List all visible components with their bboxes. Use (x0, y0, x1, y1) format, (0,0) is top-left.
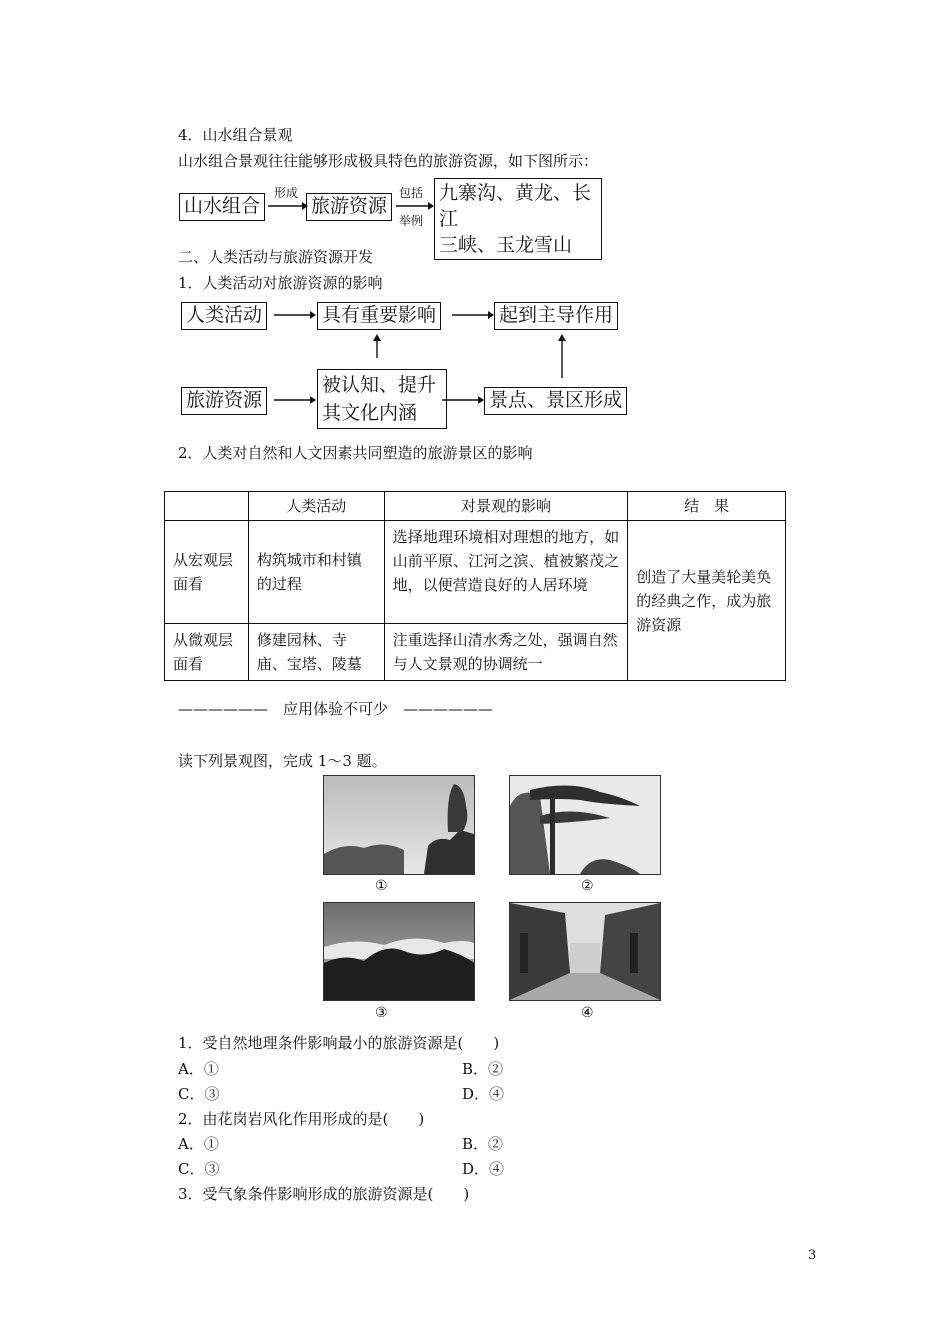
table-cell-impact: 注重选择山清水秀之处，强调自然与人文景观的协调统一 (384, 624, 628, 681)
table-header-cell: 人类活动 (248, 492, 384, 521)
table-cell-activity: 修建园林、寺庙、宝塔、陵墓 (248, 624, 384, 681)
flow1-example-line1: 九寨沟、黄龙、长江 (439, 182, 592, 230)
landscape-photo-3 (323, 902, 475, 1001)
flow2-box-lvyou: 旅游资源 (181, 387, 267, 415)
table-header-cell: 结 果 (628, 492, 786, 521)
flow2-box-zhudao: 起到主导作用 (494, 302, 618, 330)
flow2-arrow-up-2 (556, 334, 568, 378)
photo-rock-icon (324, 776, 474, 874)
flow1-arrow-top-label: 包括 (399, 186, 424, 200)
table-header-cell (165, 492, 249, 521)
flow1-arrow-2 (396, 200, 434, 212)
flow2-box-renzhi (317, 369, 447, 429)
flow1-arrow-bottom-label: 举例 (399, 214, 424, 228)
table-cell-label: 从微观层面看 (165, 624, 249, 681)
flow2-arrow-3 (274, 394, 316, 406)
q2-option-b[interactable]: B．② (462, 1135, 504, 1153)
flow2-arrow-4 (442, 394, 484, 406)
q1-option-c[interactable]: C．③ (178, 1085, 220, 1103)
table-header-cell: 对景观的影响 (384, 492, 628, 521)
flow1-box-shanshui: 山水组合 (179, 193, 265, 221)
landscape-photo-4 (509, 902, 661, 1001)
flow2-box-zhongyao: 具有重要影响 (317, 302, 441, 330)
table-cell-result: 创造了大量美轮美奂的经典之作，成为旅游资源 (628, 521, 786, 681)
flow2-box-jingdian: 景点、景区形成 (484, 387, 627, 415)
question-1: 1．受自然地理条件影响最小的旅游资源是( ) (178, 1034, 500, 1052)
flow1-box-examples (434, 178, 602, 260)
table-cell-activity: 构筑城市和村镇的过程 (248, 521, 384, 624)
flow1-arrow-1 (268, 200, 308, 212)
table-row (165, 521, 786, 624)
q1-option-b[interactable]: B．② (462, 1060, 504, 1078)
flow2-renzhi-line2: 其文化内涵 (322, 402, 418, 424)
table-header-row (165, 492, 786, 521)
flow2-arrow-1 (274, 309, 316, 321)
q2-option-d[interactable]: D．④ (462, 1160, 505, 1178)
photo-caption-1: ① (375, 878, 388, 894)
q1-option-d[interactable]: D．④ (462, 1085, 505, 1103)
photo-old-street-icon (510, 903, 660, 1000)
photo-pine-icon (510, 776, 660, 874)
photo-caption-4: ④ (581, 1005, 594, 1021)
landscape-photo-1 (323, 775, 475, 875)
question-3: 3．受气象条件影响形成的旅游资源是( ) (178, 1185, 470, 1203)
influence-table (164, 491, 786, 681)
q1-option-a[interactable]: A．① (178, 1060, 219, 1078)
flow2-arrow-2 (452, 309, 494, 321)
section-title: 4．山水组合景观 (178, 126, 293, 144)
q2-option-a[interactable]: A．① (178, 1135, 219, 1153)
photo-caption-3: ③ (375, 1005, 388, 1021)
part-subtitle-2: 2．人类对自然和人文因素共同塑造的旅游景区的影响 (178, 444, 533, 462)
table-cell-impact: 选择地理环境相对理想的地方，如山前平原、江河之滨、植被繁茂之地，以便营造良好的人居环境 (384, 521, 628, 624)
flow2-arrow-up-1 (371, 334, 383, 358)
part-subtitle-1: 1．人类活动对旅游资源的影响 (178, 274, 383, 292)
question-intro: 读下列景观图，完成 1～3 题。 (178, 752, 387, 770)
flow2-renzhi-line1: 被认知、提升 (322, 374, 437, 396)
section-text: 山水组合景观往往能够形成极具特色的旅游资源，如下图所示： (178, 152, 599, 170)
photo-caption-2: ② (581, 878, 594, 894)
flow2-box-renlei: 人类活动 (181, 302, 267, 330)
flow1-box-lvyou: 旅游资源 (306, 193, 392, 221)
flow1-arrow-label: 形成 (274, 186, 299, 200)
part-title: 二、人类活动与旅游资源开发 (178, 248, 374, 266)
table-cell-label: 从宏观层面看 (165, 521, 249, 624)
page-number: 3 (808, 1248, 817, 1263)
photo-cloud-sea-icon (324, 903, 474, 1000)
landscape-photo-2 (509, 775, 661, 875)
question-2: 2．由花岗岩风化作用形成的是( ) (178, 1110, 425, 1128)
q2-option-c[interactable]: C．③ (178, 1160, 220, 1178)
flow1-example-line2: 三峡、玉龙雪山 (439, 234, 573, 256)
section-divider: —————— 应用体验不可少 —————— (178, 700, 494, 718)
